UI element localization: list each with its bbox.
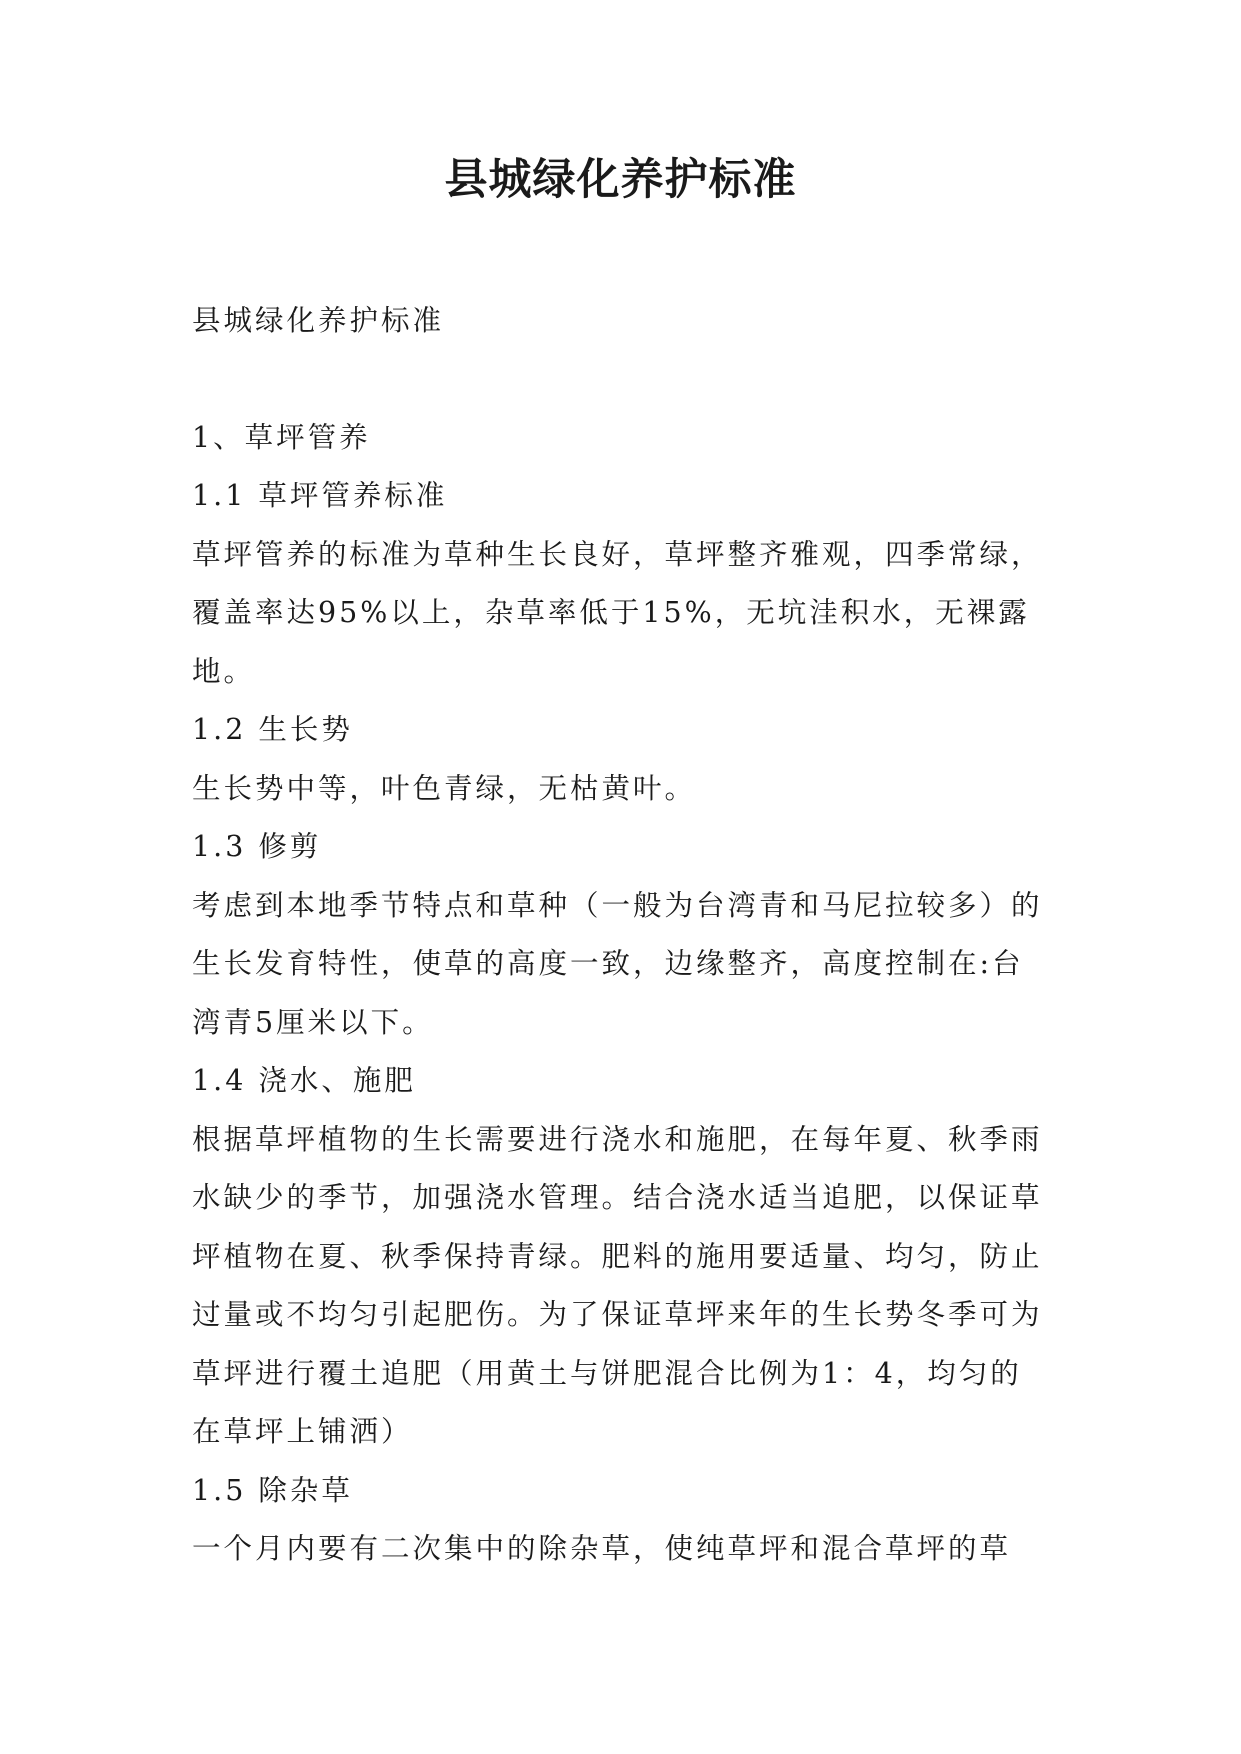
document-body [192,292,1052,1579]
paragraph: 一个月内要有二次集中的除杂草，使纯草坪和混合草坪的草 [192,1532,1012,1565]
paragraph-spacer [192,351,1052,409]
subsection-heading: 1.4 浇水、施肥 [192,1064,416,1097]
subsection-heading: 1.2 生长势 [192,713,353,746]
paragraph: 考虑到本地季节特点和草种（一般为台湾青和马尼拉较多）的生长发育特性，使草的高度一致，边缘整齐，高度控制在:台湾青5厘米以下。 [192,888,1043,1039]
subsection-heading: 1.5 除杂草 [192,1473,353,1507]
paragraph: 草坪管养的标准为草种生长良好，草坪整齐雅观，四季常绿，覆盖率达95%以上，杂草率低于15%，无坑洼积水，无裸露地。 [192,537,1043,688]
subsection-heading: 1.3 修剪 [192,830,322,863]
section-heading: 1、草坪管养 [192,420,371,454]
subsection-heading: 1.1 草坪管养标准 [192,479,448,512]
document-subtitle: 县城绿化养护标准 [192,304,445,337]
paragraph: 生长势中等，叶色青绿，无枯黄叶。 [192,771,697,805]
document-title: 县城绿化养护标准 [444,155,797,205]
paragraph: 根据草坪植物的生长需要进行浇水和施肥，在每年夏、秋季雨水缺少的季节，加强浇水管理。结合浇水适当追肥，以保证草坪植物在夏、秋季保持青绿。肥料的施用要适量、均匀，防止过量或不均匀引起肥伤。为了保证草坪来年的生长势冬季可为草坪进行覆土追肥（用黄土与饼肥混合比例为1：4，均匀的在草坪上铺洒） [192,1122,1043,1448]
